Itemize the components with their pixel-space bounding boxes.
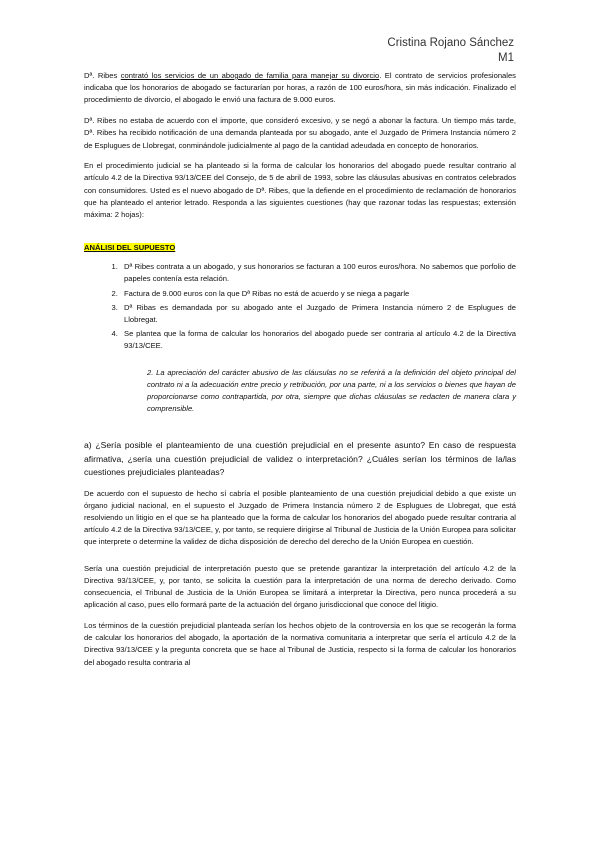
intro-paragraph-2: Dª. Ribes no estaba de acuerdo con el importe, que consideró excesivo, y se negó a abonar la factura. Un tiempo más tarde, Dª. Ribes ha recibido notificación de una demanda planteada por su abogado, ante el Juzgado de Primera Instancia número 2 de Esplugues de Llobregat, conminándole judicialmente al pago de la cantidad adeudada en concepto de honorarios.: [84, 116, 516, 150]
module-code: M1: [498, 52, 514, 64]
directive-quote: 2. La apreciación del carácter abusivo de las cláusulas no se referirá a la definición del objeto principal del contrato ni a la adecuación entre precio y retribución, por una parte, ni a los servicios o bienes que hayan de proporcionarse como contrapartida, por otra, siempre que dichas cláusulas se redacten de manera clara y comprensible.: [147, 367, 516, 414]
intro-p1-underlined: contrató los servicios de un abogado de familia para manejar su divorcio: [120, 71, 380, 80]
intro-p1-end: . El contrato de servicios profesionales indicaba que los honorarios de abogado se facturarían por horas, a razón de 100 euros/hora, sin más indicación. Finalizado el procedimiento de divorcio, el abogado le envió una factura de 9.000 euros.: [84, 71, 516, 105]
answer-paragraph-3: Los términos de la cuestión prejudicial planteada serían los hechos objeto de la controversia en los que se recogerán la forma de calcular los honorarios del abogado, la aportación de la normativa comunitaria a interpretar que sería el artículo 4.2 de la Directiva 93/13/CEE y la pregunta concreta que se hace al Tribunal de Justicia, respecto si la forma de calcular los honorarios del abogado resulta contraria al: [84, 620, 516, 667]
answer-paragraph-2: Sería una cuestión prejudicial de interpretación puesto que se pretende garantizar la interpretación del artículo 4.2 de la Directiva 93/13/CEE, y, por tanto, se solicita la cuestión para la interpretación de una norma de derecho derivado. Como consecuencia, el Tribunal de Justicia de la Unión Europea se limitará a interpretar la Directiva, pero nunca procederá a su aplicación al caso, pues ello formará parte de la actuación del órgano jurisdiccional que conoce del litigio.: [84, 563, 516, 610]
intro-p1-start: Dª. Ribes: [84, 71, 121, 80]
author-name: Cristina Rojano Sánchez: [387, 37, 514, 49]
list-item: 3. Dª Ribas es demandada por su abogado ante el Juzgado de Primera Instancia número 2 de Esplugues de Llobregat.: [120, 302, 516, 326]
list-item: 4. Se plantea que la forma de calcular los honorarios del abogado puede ser contraria al artículo 4.2 de la Directiva 93/13/CEE.: [120, 328, 516, 352]
list-item: 2. Factura de 9.000 euros con la que Dª Ribas no está de acuerdo y se niega a pagarle: [120, 288, 516, 300]
page-header: [387, 36, 514, 66]
list-item: 1. Dª Ribes contrata a un abogado, y sus honorarios se facturan a 100 euros euros/hora. No sabemos que porfolio de papeles contenía esta relación.: [120, 261, 516, 285]
analysis-list: [84, 261, 516, 352]
answer-paragraph-1: De acuerdo con el supuesto de hecho sí cabría el posible planteamiento de una cuestión prejudicial debido a que existe un órgano judicial nacional, en el supuesto el Juzgado de Primera Instancia número 2 de Esplugues de Llobregat, que está resolviendo un litigio en el que se ha planteado que la forma de calcular los honorarios del abogado puede resultar contraria al artículo 4.2 de la Directiva 93/13/CEE, y, por tanto, se requiere dirigirse al Tribunal de Justicia de la Unión Europea para solicitar que interprete o determine la validez de dicha disposición de derecho del derecho de la Unión Europea en cuestión.: [84, 488, 516, 547]
question-a: a) ¿Sería posible el planteamiento de una cuestión prejudicial en el presente asunto? En caso de respuesta afirmativa, ¿sería una cuestión prejudicial de validez o interpretación? ¿Cuáles serían los términos de la/las cuestiones prejudiciales planteadas?: [84, 440, 516, 477]
analysis-heading: ANÁLISI DEL SUPUESTO: [84, 243, 176, 253]
intro-paragraph-1: [84, 70, 516, 107]
intro-paragraph-3: En el procedimiento judicial se ha planteado si la forma de calcular los honorarios del abogado puede resultar contrario al artículo 4.2 de la Directiva 93/13/CEE del Consejo, de 5 de abril de 1993, sobre las cláusulas abusivas en contratos celebrados con consumidores. Usted es el nuevo abogado de Dª. Ribes, que la defiende en el procedimiento de reclamación de honorarios que ha planteado el anterior letrado. Responda a las siguientes cuestiones (hay que razonar todas las respuestas; extensión máxima: 2 hojas):: [84, 161, 516, 220]
document-body: [84, 70, 516, 669]
